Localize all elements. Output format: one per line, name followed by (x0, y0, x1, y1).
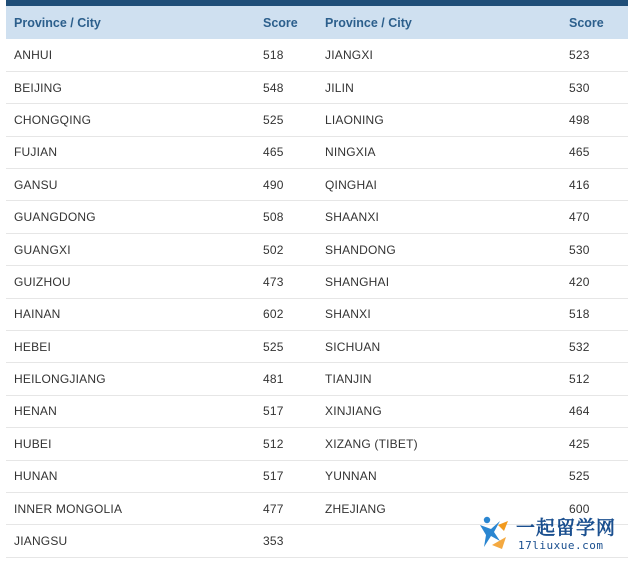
province-cell: INNER MONGOLIA (6, 492, 256, 524)
table-row (6, 363, 628, 395)
score-cell: 532 (567, 331, 628, 363)
table-row (6, 71, 628, 103)
province-cell: ANHUI (14, 47, 53, 62)
table-row (6, 104, 628, 136)
province-cell: HUBEI (6, 428, 256, 460)
score-cell: 518 (567, 298, 628, 330)
table-row (6, 298, 628, 330)
score-cell: 517 (256, 460, 317, 492)
province-cell: SHANGHAI (317, 266, 567, 298)
table-header-row (6, 6, 628, 39)
table-row (6, 428, 628, 460)
score-cell: 512 (567, 363, 628, 395)
score-cell: 602 (256, 298, 317, 330)
score-cell: 523 (569, 47, 590, 62)
province-cell: GANSU (6, 169, 256, 201)
province-cell: SICHUAN (317, 331, 567, 363)
score-cell: 525 (256, 331, 317, 363)
table-row (6, 395, 628, 427)
score-cell: 481 (256, 363, 317, 395)
score-cell: 600 (567, 492, 628, 524)
score-cell: 353 (256, 525, 317, 557)
score-cell: 508 (256, 201, 317, 233)
table-row (6, 169, 628, 201)
province-cell: TIANJIN (317, 363, 567, 395)
score-cell: 498 (567, 104, 628, 136)
province-cell: SHANDONG (317, 233, 567, 265)
province-cell: XINJIANG (317, 395, 567, 427)
header-province-left: Province / City (6, 6, 256, 39)
header-province-right: Province / City (317, 6, 567, 39)
table-row (6, 525, 628, 557)
header-score-left: Score (256, 6, 317, 39)
table-row (6, 266, 628, 298)
province-cell: QINGHAI (317, 169, 567, 201)
province-cell: HEILONGJIANG (6, 363, 256, 395)
score-cell: 420 (567, 266, 628, 298)
watermark-url: 17liuxue.com (518, 539, 604, 552)
province-cell: FUJIAN (6, 136, 256, 168)
score-cell: 512 (256, 428, 317, 460)
score-cell (567, 525, 628, 557)
score-cell: 464 (567, 395, 628, 427)
province-cell: GUANGXI (6, 233, 256, 265)
score-cell: 470 (567, 201, 628, 233)
province-cell: NINGXIA (317, 136, 567, 168)
province-cell: LIAONING (317, 104, 567, 136)
province-cell: JIANGSU (6, 525, 256, 557)
score-cell: 518 (263, 47, 284, 62)
province-cell: XIZANG (TIBET) (317, 428, 567, 460)
header-score-right: Score (567, 6, 628, 39)
province-cell: HUNAN (6, 460, 256, 492)
score-cell: 465 (567, 136, 628, 168)
score-cell: 473 (256, 266, 317, 298)
table-row (6, 492, 628, 524)
score-cell: 530 (567, 71, 628, 103)
province-cell: JIANGXI (325, 47, 374, 62)
province-cell (317, 525, 567, 557)
province-cell: HAINAN (6, 298, 256, 330)
score-cell: 477 (256, 492, 317, 524)
score-cell: 525 (256, 104, 317, 136)
province-score-table (6, 6, 628, 558)
score-cell: 425 (567, 428, 628, 460)
table-row (6, 201, 628, 233)
province-cell: GUANGDONG (6, 201, 256, 233)
province-cell: ZHEJIANG (317, 492, 567, 524)
table-row (6, 233, 628, 265)
table-row (6, 460, 628, 492)
score-cell: 548 (256, 71, 317, 103)
province-cell: SHAANXI (317, 201, 567, 233)
province-cell: BEIJING (6, 71, 256, 103)
score-cell: 517 (256, 395, 317, 427)
table-row (6, 136, 628, 168)
score-cell: 416 (567, 169, 628, 201)
score-cell: 530 (567, 233, 628, 265)
table-row (6, 39, 628, 71)
watermark-site-name: 一起留学网 (516, 517, 617, 539)
score-cell: 490 (256, 169, 317, 201)
province-cell: HENAN (6, 395, 256, 427)
province-cell: SHANXI (317, 298, 567, 330)
province-cell: CHONGQING (6, 104, 256, 136)
score-cell: 465 (256, 136, 317, 168)
province-cell: GUIZHOU (6, 266, 256, 298)
province-cell: YUNNAN (317, 460, 567, 492)
province-cell: HEBEI (6, 331, 256, 363)
score-cell: 525 (567, 460, 628, 492)
score-cell: 502 (256, 233, 317, 265)
table-row (6, 331, 628, 363)
province-cell: JILIN (317, 71, 567, 103)
